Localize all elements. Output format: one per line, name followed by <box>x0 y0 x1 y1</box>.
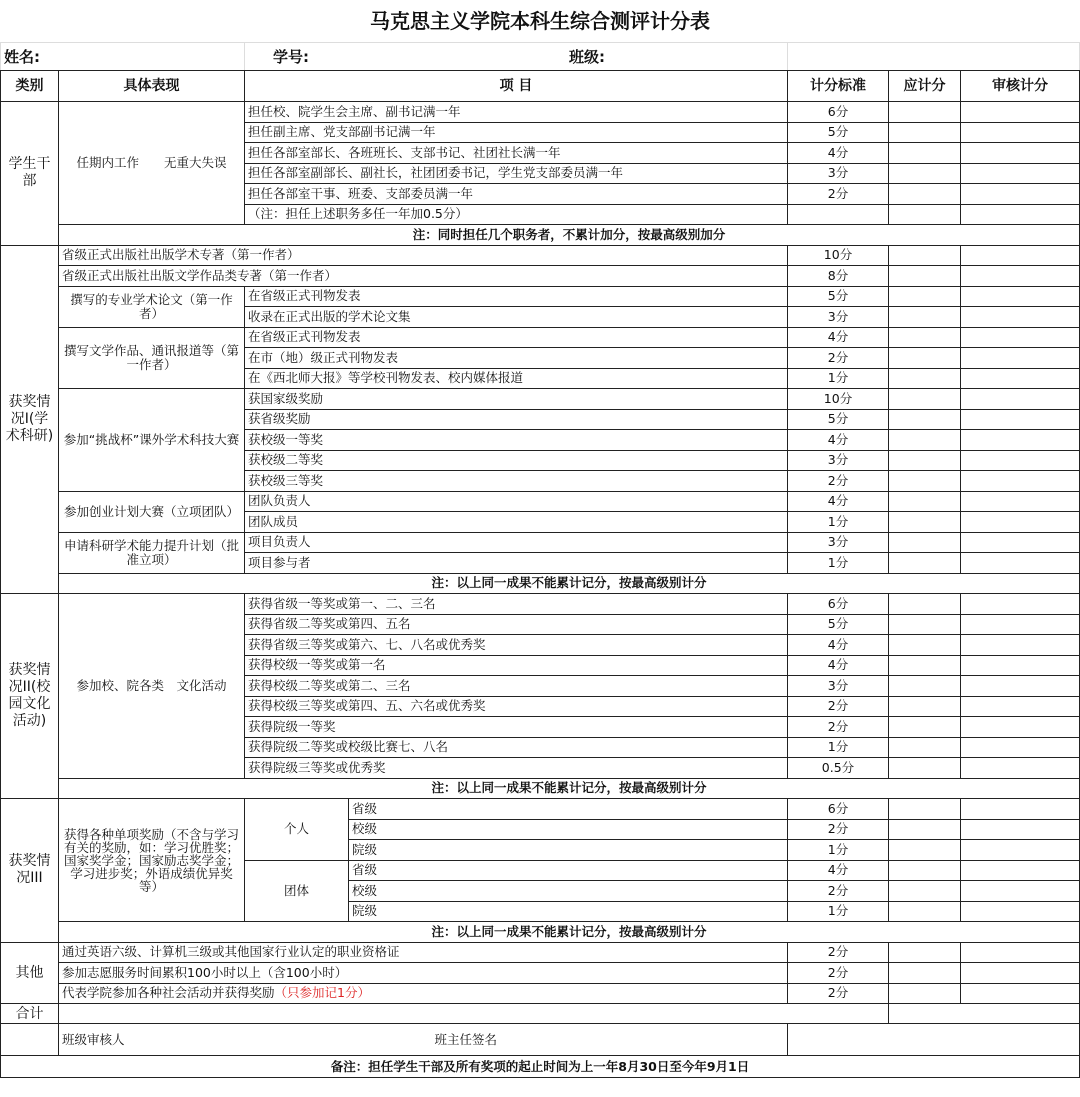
score-input-cell[interactable] <box>889 983 961 1004</box>
review-input-cell[interactable] <box>961 635 1080 656</box>
header-performance: 具体表现 <box>59 71 245 102</box>
standard-cell: 1分 <box>788 368 889 389</box>
item-cell: 项目负责人 <box>245 532 788 553</box>
score-input-cell[interactable] <box>889 799 961 820</box>
score-input-cell[interactable] <box>889 655 961 676</box>
category-academic: 获奖情况I(学术科研) <box>1 245 59 594</box>
item-cell: 担任各部室副部长、副社长，社团团委书记，学生党支部委员满一年 <box>245 163 788 184</box>
score-input-cell[interactable] <box>889 963 961 984</box>
performance-single-award: 获得各种单项奖励（不含与学习有关的奖励，如：学习优胜奖；国家奖学金；国家励志奖学金；学习进步奖；外语成绩优异奖等） <box>59 799 245 922</box>
item-cell: 参加志愿服务时间累积100小时以上（含100小时） <box>59 963 788 984</box>
standard-cell: 2分 <box>788 696 889 717</box>
review-input-cell[interactable] <box>961 594 1080 615</box>
item-cell: 校级 <box>349 881 788 902</box>
review-input-cell[interactable] <box>961 143 1080 164</box>
standard-cell: 2分 <box>788 983 889 1004</box>
review-input-cell[interactable] <box>961 655 1080 676</box>
score-input-cell[interactable] <box>889 143 961 164</box>
header-standard: 计分标准 <box>788 71 889 102</box>
score-input-cell[interactable] <box>889 532 961 553</box>
item-cell: 省级 <box>349 860 788 881</box>
standard-cell: 6分 <box>788 799 889 820</box>
score-input-cell[interactable] <box>889 245 961 266</box>
score-input-cell[interactable] <box>889 594 961 615</box>
standard-cell: 3分 <box>788 163 889 184</box>
standard-cell: 4分 <box>788 430 889 451</box>
review-input-cell[interactable] <box>961 758 1080 779</box>
score-input-cell[interactable] <box>889 553 961 574</box>
review-input-cell[interactable] <box>961 737 1080 758</box>
item-cell: 获国家级奖励 <box>245 389 788 410</box>
score-table <box>0 42 1080 1078</box>
review-input-cell[interactable] <box>961 307 1080 328</box>
review-input-cell[interactable] <box>961 676 1080 697</box>
item-cell: 在省级正式刊物发表 <box>245 286 788 307</box>
standard-cell: 3分 <box>788 532 889 553</box>
item-cell: 团队负责人 <box>245 491 788 512</box>
score-input-cell[interactable] <box>889 307 961 328</box>
section-note: 注：以上同一成果不能累计记分，按最高级别计分 <box>59 778 1080 799</box>
review-input-cell[interactable] <box>961 532 1080 553</box>
standard-cell: 5分 <box>788 122 889 143</box>
review-input-cell[interactable] <box>961 491 1080 512</box>
item-cell: 院级 <box>349 901 788 922</box>
award-individual-label: 个人 <box>245 799 349 861</box>
standard-cell: 1分 <box>788 553 889 574</box>
score-input-cell[interactable] <box>889 696 961 717</box>
score-input-cell[interactable] <box>889 389 961 410</box>
review-input-cell[interactable] <box>961 819 1080 840</box>
item-cell: 在市（地）级正式刊物发表 <box>245 348 788 369</box>
standard-cell: 5分 <box>788 614 889 635</box>
score-input-cell[interactable] <box>889 471 961 492</box>
score-input-cell[interactable] <box>889 266 961 287</box>
class-reviewer-field[interactable] <box>59 1024 788 1056</box>
performance-paper: 撰写的专业学术论文（第一作者） <box>59 286 245 327</box>
score-input-cell[interactable] <box>889 512 961 533</box>
standard-cell: 6分 <box>788 594 889 615</box>
class-label: 班级: <box>569 47 605 66</box>
item-cell: 团队成员 <box>245 512 788 533</box>
item-text: 代表学院参加各种社会活动并获得奖励 <box>62 985 275 1001</box>
score-input-cell[interactable] <box>889 737 961 758</box>
name-field[interactable] <box>1 43 245 71</box>
header-review: 审核计分 <box>961 71 1080 102</box>
standard-cell: 2分 <box>788 184 889 205</box>
item-cell: 担任各部室部长、各班班长、支部书记、社团社长满一年 <box>245 143 788 164</box>
review-input-cell[interactable] <box>961 204 1080 225</box>
section-note: 注：以上同一成果不能累计记分，按最高级别计分 <box>59 573 1080 594</box>
standard-cell: 4分 <box>788 635 889 656</box>
score-input-cell[interactable] <box>889 327 961 348</box>
review-input-cell[interactable] <box>961 389 1080 410</box>
score-input-cell[interactable] <box>889 758 961 779</box>
item-cell: 担任各部室干事、班委、支部委员满一年 <box>245 184 788 205</box>
review-input-cell[interactable] <box>961 860 1080 881</box>
review-input-cell[interactable] <box>961 286 1080 307</box>
item-cell: 省级 <box>349 799 788 820</box>
class-reviewer-label: 班级审核人 <box>62 1031 125 1047</box>
page-title: 马克思主义学院本科生综合测评计分表 <box>370 9 710 33</box>
performance-startup: 参加创业计划大赛（立项团队） <box>59 491 245 532</box>
standard-cell: 10分 <box>788 245 889 266</box>
standard-cell: 4分 <box>788 327 889 348</box>
review-input-cell[interactable] <box>961 348 1080 369</box>
review-input-cell[interactable] <box>961 184 1080 205</box>
item-cell: 担任校、院学生会主席、副书记满一年 <box>245 102 788 123</box>
item-cell: （注：担任上述职务多任一年加0.5分） <box>245 204 788 225</box>
score-input-cell[interactable] <box>889 901 961 922</box>
review-input-cell[interactable] <box>961 799 1080 820</box>
name-label: 姓名: <box>4 47 40 66</box>
score-input-cell[interactable] <box>889 860 961 881</box>
item-cell: 担任副主席、党支部副书记满一年 <box>245 122 788 143</box>
standard-cell: 3分 <box>788 450 889 471</box>
review-input-cell[interactable] <box>961 450 1080 471</box>
item-cell: 收录在正式出版的学术论文集 <box>245 307 788 328</box>
item-cell: 在省级正式刊物发表 <box>245 327 788 348</box>
item-cell: 获省级奖励 <box>245 409 788 430</box>
standard-cell: 10分 <box>788 389 889 410</box>
section-note: 注：以上同一成果不能累计记分，按最高级别计分 <box>59 922 1080 943</box>
review-input-cell[interactable] <box>961 266 1080 287</box>
standard-cell: 8分 <box>788 266 889 287</box>
blank-cell <box>1 1024 59 1056</box>
item-cell: 获得省级二等奖或第四、五名 <box>245 614 788 635</box>
item-cell: 在《西北师大报》等学校刊物发表、校内媒体报道 <box>245 368 788 389</box>
review-input-cell[interactable] <box>961 983 1080 1004</box>
score-input-cell[interactable] <box>889 122 961 143</box>
performance-research-plan: 申请科研学术能力提升计划（批准立项） <box>59 532 245 573</box>
review-input-cell[interactable] <box>961 901 1080 922</box>
score-input-cell[interactable] <box>889 717 961 738</box>
header-item: 项 目 <box>245 71 788 102</box>
item-cell: 省级正式出版社出版文学作品类专著（第一作者） <box>59 266 788 287</box>
item-cell: 获得校级一等奖或第一名 <box>245 655 788 676</box>
score-input-cell[interactable] <box>889 430 961 451</box>
performance-literary: 撰写文学作品、通讯报道等（第一作者） <box>59 327 245 389</box>
review-input-cell[interactable] <box>961 614 1080 635</box>
total-label: 合计 <box>1 1004 59 1024</box>
score-input-cell[interactable] <box>889 368 961 389</box>
score-input-cell[interactable] <box>889 635 961 656</box>
standard-cell: 2分 <box>788 942 889 963</box>
standard-cell: 1分 <box>788 840 889 861</box>
standard-cell: 2分 <box>788 963 889 984</box>
item-cell <box>59 983 788 1004</box>
standard-cell: 2分 <box>788 471 889 492</box>
header-score: 应计分 <box>889 71 961 102</box>
section-note: 注：同时担任几个职务者，不累计加分，按最高级别加分 <box>59 225 1080 246</box>
total-score-cell[interactable] <box>889 1004 1080 1024</box>
score-input-cell[interactable] <box>889 614 961 635</box>
standard-cell: 4分 <box>788 143 889 164</box>
review-input-cell[interactable] <box>961 717 1080 738</box>
standard-cell: 1分 <box>788 737 889 758</box>
standard-cell: 2分 <box>788 717 889 738</box>
award-group-label: 团体 <box>245 860 349 922</box>
category-cadre: 学生干部 <box>1 102 59 246</box>
item-cell: 获得院级一等奖 <box>245 717 788 738</box>
score-input-cell[interactable] <box>889 163 961 184</box>
standard-cell: 4分 <box>788 655 889 676</box>
standard-cell: 2分 <box>788 881 889 902</box>
score-input-cell[interactable] <box>889 881 961 902</box>
score-input-cell[interactable] <box>889 676 961 697</box>
standard-cell: 2分 <box>788 348 889 369</box>
review-input-cell[interactable] <box>961 942 1080 963</box>
review-input-cell[interactable] <box>961 163 1080 184</box>
teacher-sign-field[interactable] <box>788 1024 1080 1056</box>
score-input-cell[interactable] <box>889 102 961 123</box>
item-cell: 获校级三等奖 <box>245 471 788 492</box>
standard-cell: 5分 <box>788 286 889 307</box>
standard-cell: 3分 <box>788 676 889 697</box>
standard-cell: 2分 <box>788 819 889 840</box>
teacher-sign-label: 班主任签名 <box>434 1031 498 1047</box>
standard-cell: 4分 <box>788 491 889 512</box>
review-input-cell[interactable] <box>961 696 1080 717</box>
student-id-field[interactable] <box>245 43 788 71</box>
item-cell: 获得校级三等奖或第四、五、六名或优秀奖 <box>245 696 788 717</box>
total-input-cell[interactable] <box>59 1004 889 1024</box>
review-input-cell[interactable] <box>961 245 1080 266</box>
review-input-cell[interactable] <box>961 840 1080 861</box>
category-single-award: 获奖情况III <box>1 799 59 943</box>
score-input-cell[interactable] <box>889 204 961 225</box>
category-culture: 获奖情况II(校园文化活动) <box>1 594 59 799</box>
item-note-red: （只参加记1分） <box>274 985 370 1001</box>
review-input-cell[interactable] <box>961 102 1080 123</box>
item-cell: 获得校级二等奖或第二、三名 <box>245 676 788 697</box>
student-id-label: 学号: <box>273 47 309 66</box>
item-cell: 院级 <box>349 840 788 861</box>
item-cell: 获校级一等奖 <box>245 430 788 451</box>
review-input-cell[interactable] <box>961 430 1080 451</box>
review-input-cell[interactable] <box>961 409 1080 430</box>
standard-cell <box>788 204 889 225</box>
category-other: 其他 <box>1 942 59 1004</box>
standard-cell: 6分 <box>788 102 889 123</box>
review-input-cell[interactable] <box>961 122 1080 143</box>
score-input-cell[interactable] <box>889 348 961 369</box>
class-field[interactable] <box>788 43 1080 71</box>
score-input-cell[interactable] <box>889 286 961 307</box>
review-input-cell[interactable] <box>961 368 1080 389</box>
performance-challenge-cup: 参加“挑战杯”课外学术科技大赛 <box>59 389 245 492</box>
standard-cell: 3分 <box>788 307 889 328</box>
score-input-cell[interactable] <box>889 491 961 512</box>
review-input-cell[interactable] <box>961 327 1080 348</box>
performance-culture: 参加校、院各类 文化活动 <box>59 594 245 779</box>
standard-cell: 4分 <box>788 860 889 881</box>
item-cell: 获校级二等奖 <box>245 450 788 471</box>
review-input-cell[interactable] <box>961 963 1080 984</box>
score-input-cell[interactable] <box>889 409 961 430</box>
item-cell: 获得省级一等奖或第一、二、三名 <box>245 594 788 615</box>
item-cell: 通过英语六级、计算机三级或其他国家行业认定的职业资格证 <box>59 942 788 963</box>
item-cell: 获得院级二等奖或校级比赛七、八名 <box>245 737 788 758</box>
standard-cell: 1分 <box>788 901 889 922</box>
review-input-cell[interactable] <box>961 881 1080 902</box>
footer-note: 备注：担任学生干部及所有奖项的起止时间为上一年8月30日至今年9月1日 <box>1 1056 1080 1078</box>
score-input-cell[interactable] <box>889 450 961 471</box>
standard-cell: 0.5分 <box>788 758 889 779</box>
score-input-cell[interactable] <box>889 184 961 205</box>
score-input-cell[interactable] <box>889 819 961 840</box>
review-input-cell[interactable] <box>961 553 1080 574</box>
review-input-cell[interactable] <box>961 512 1080 533</box>
item-cell: 省级正式出版社出版学术专著（第一作者） <box>59 245 788 266</box>
item-cell: 项目参与者 <box>245 553 788 574</box>
standard-cell: 1分 <box>788 512 889 533</box>
item-cell: 校级 <box>349 819 788 840</box>
standard-cell: 5分 <box>788 409 889 430</box>
review-input-cell[interactable] <box>961 471 1080 492</box>
item-cell: 获得省级三等奖或第六、七、八名或优秀奖 <box>245 635 788 656</box>
score-input-cell[interactable] <box>889 942 961 963</box>
header-category: 类别 <box>1 71 59 102</box>
score-input-cell[interactable] <box>889 840 961 861</box>
item-cell: 获得院级三等奖或优秀奖 <box>245 758 788 779</box>
performance-cadre: 任期内工作 无重大失误 <box>59 102 245 225</box>
